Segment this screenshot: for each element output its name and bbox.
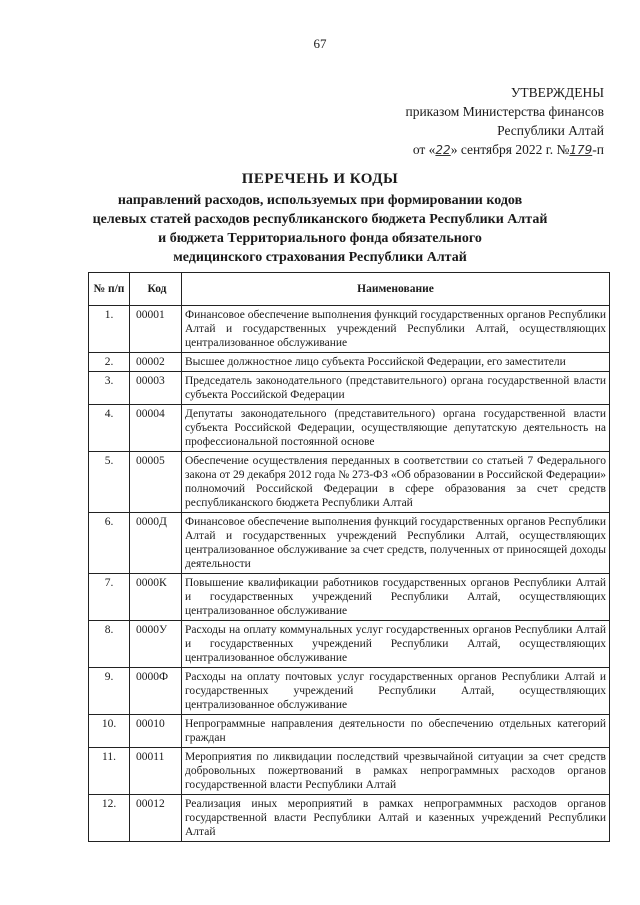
title-line: целевых статей расходов республиканского бюджета Республики Алтай (92, 212, 548, 227)
title-line: направлений расходов, используемых при формировании кодов (117, 193, 523, 208)
table-row (89, 795, 610, 842)
row-name: Финансовое обеспечение выполнения функций государственных органов Республики Алтай и государственных учреждений Республики Алтай, осуществляющих централизованное обслуживание (182, 306, 610, 353)
row-name: Высшее должностное лицо субъекта Российской Федерации, его заместители (182, 353, 610, 372)
row-code: 00001 (130, 306, 182, 353)
table-row (89, 574, 610, 621)
row-name: Депутаты законодательного (представительного) органа государственной власти субъекта Российской Федерации, осуществляющие депутатскую деятельность на профессиональной постоянной основе (182, 405, 610, 452)
row-name: Финансовое обеспечение выполнения функций государственных органов Республики Алтай и государственных учреждений Республики Алтай, осуществляющих централизованное обслуживание за счет средств, полученных от приносящей доходы деятельности (182, 513, 610, 574)
row-number: 9. (89, 668, 130, 715)
date-prefix: от « (412, 142, 436, 157)
codes-table (88, 272, 610, 842)
row-code: 00004 (130, 405, 182, 452)
row-name: Повышение квалификации работников государственных органов Республики Алтай и государственных учреждений Республики Алтай, осуществляющих централизованное обслуживание (182, 574, 610, 621)
table-row (89, 748, 610, 795)
row-code: 00010 (130, 715, 182, 748)
row-code: 0000Д (130, 513, 182, 574)
row-name: Расходы на оплату коммунальных услуг государственных органов Республики Алтай и государственных учреждений Республики Алтай, осуществляющих централизованное обслуживание (182, 621, 610, 668)
row-number: 6. (89, 513, 130, 574)
header-code: Код (130, 273, 182, 306)
row-name: Председатель законодательного (представительного) органа государственной власти субъекта Российской Федерации (182, 372, 610, 405)
table-row (89, 452, 610, 513)
table-row (89, 372, 610, 405)
title-main: ПЕРЕЧЕНЬ И КОДЫ (241, 171, 399, 187)
header-num: № п/п (89, 273, 130, 306)
title-line: медицинского страхования Республики Алтай (173, 250, 467, 265)
row-number: 11. (89, 748, 130, 795)
approval-heading: УТВЕРЖДЕНЫ (510, 85, 604, 100)
row-name: Обеспечение осуществления переданных в соответствии со статьей 7 Федерального закона от 29 декабря 2012 года № 273-ФЗ «Об образовании в Российской Федерации» полномочий Российской Федерации в сфере образования за счет средств республиканского бюджета Республики Алтай (182, 452, 610, 513)
approval-date-line (364, 140, 604, 160)
row-code: 00011 (130, 748, 182, 795)
row-number: 1. (89, 306, 130, 353)
row-number: 2. (89, 353, 130, 372)
approval-ministry-line: Республики Алтай (497, 123, 604, 138)
table-row (89, 621, 610, 668)
table-row (89, 405, 610, 452)
date-suffix: -п (592, 142, 604, 157)
row-number: 12. (89, 795, 130, 842)
table-row (89, 353, 610, 372)
row-name: Мероприятия по ликвидации последствий чрезвычайной ситуации за счет средств добровольных пожертвований в рамках непрограммных расходов органов государственной власти Республики Алтай (182, 748, 610, 795)
row-code: 00005 (130, 452, 182, 513)
table-row (89, 668, 610, 715)
row-number: 3. (89, 372, 130, 405)
document-title (60, 170, 580, 267)
row-number: 7. (89, 574, 130, 621)
row-number: 4. (89, 405, 130, 452)
row-code: 0000Ф (130, 668, 182, 715)
row-code: 0000К (130, 574, 182, 621)
row-code: 0000У (130, 621, 182, 668)
row-code: 00012 (130, 795, 182, 842)
row-code: 00002 (130, 353, 182, 372)
table-row (89, 715, 610, 748)
date-middle: » сентября 2022 г. № (450, 142, 570, 157)
row-name: Реализация иных мероприятий в рамках непрограммных расходов органов государственной власти Республики Алтай и казенных учреждений Республики Алтай (182, 795, 610, 842)
approval-stamp (364, 83, 604, 160)
page-number: 67 (313, 36, 327, 51)
row-number: 5. (89, 452, 130, 513)
table-row (89, 306, 610, 353)
order-number-handwritten: 179 (569, 143, 593, 157)
row-name: Непрограммные направления деятельности по обеспечению отдельных категорий граждан (182, 715, 610, 748)
table-header-row (89, 273, 610, 306)
table-row (89, 513, 610, 574)
row-code: 00003 (130, 372, 182, 405)
header-name: Наименование (182, 273, 610, 306)
date-day-handwritten: 22 (435, 143, 451, 157)
row-number: 10. (89, 715, 130, 748)
row-name: Расходы на оплату почтовых услуг государственных органов Республики Алтай и государственных учреждений Республики Алтай, осуществляющих централизованное обслуживание (182, 668, 610, 715)
row-number: 8. (89, 621, 130, 668)
approval-order-line: приказом Министерства финансов (405, 104, 604, 119)
title-line: и бюджета Территориального фонда обязательного (158, 231, 482, 246)
